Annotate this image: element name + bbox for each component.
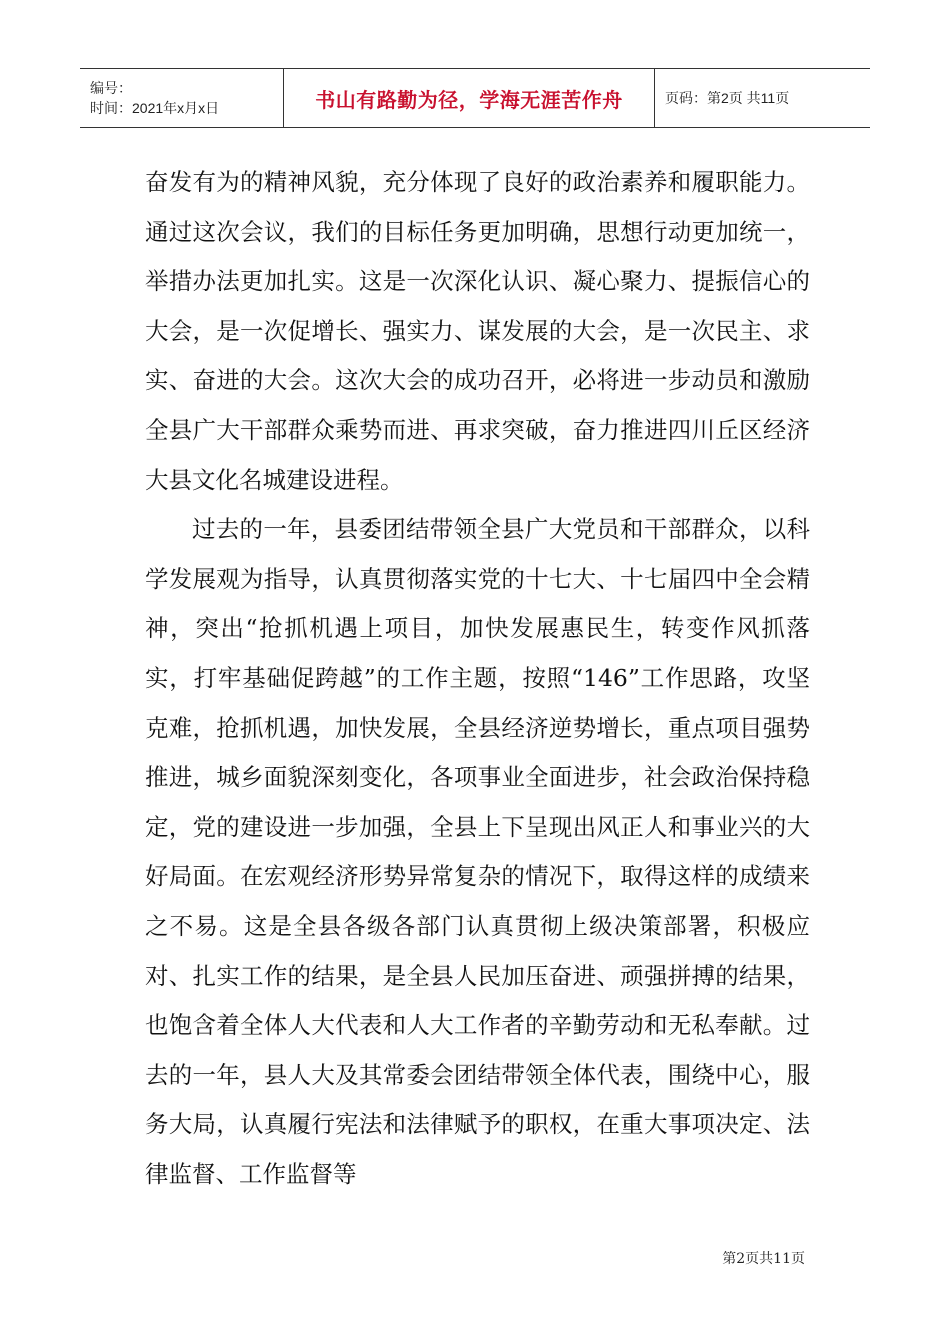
footer-page-number: 第2页共11页: [722, 1251, 805, 1267]
header-page-number: 页码：第2页 共11页: [665, 90, 790, 106]
paragraph: 奋发有为的精神风貌，充分体现了良好的政治素养和履职能力。通过这次会议，我们的目标任务更加明确，思想行动更加统一，举措办法更加扎实。这是一次深化认识、凝心聚力、提振信心的大会，是一次促增长、强实力、谋发展的大会，是一次民主、求实、奋进的大会。这次大会的成功召开，必将进一步动员和激励全县广大干部群众乘势而进、再求突破，奋力推进四川丘区经济大县文化名城建设进程。: [145, 168, 810, 494]
paragraph: 过去的一年，县委团结带领全县广大党员和干部群众，以科学发展观为指导，认真贯彻落实党的十七大、十七届四中全会精神，突出“抢抓机遇上项目，加快发展惠民生，转变作风抓落实，打牢基础促跨越”的工作主题，按照“146”工作思路，攻坚克难，抢抓机遇，加快发展，全县经济逆势增长，重点项目强势推进，城乡面貌深刻变化，各项事业全面进步，社会政治保持稳定，党的建设进一步加强，全县上下呈现出风正人和事业兴的大好局面。在宏观经济形势异常复杂的情况下，取得这样的成绩来之不易。这是全县各级各部门认真贯彻上级决策部署，积极应对、扎实工作的结果，是全县人民加压奋进、顽强拼搏的结果，也饱含着全体人大代表和人大工作者的辛勤劳动和无私奉献。过去的一年，县人大及其常委会团结带领全体代表，围绕中心，服务大局，认真履行宪法和法律赋予的职权，在重大事项决定、法律监督、工作监督等: [145, 515, 810, 1188]
document-time-label: 时间：2021年x月x日: [90, 100, 220, 116]
document-body: [145, 158, 810, 1199]
header-meta: [80, 69, 283, 127]
document-header: [80, 68, 870, 128]
document-number-label: 编号：: [90, 80, 132, 96]
header-motto: 书山有路勤为径，学海无涯苦作舟: [283, 69, 655, 127]
